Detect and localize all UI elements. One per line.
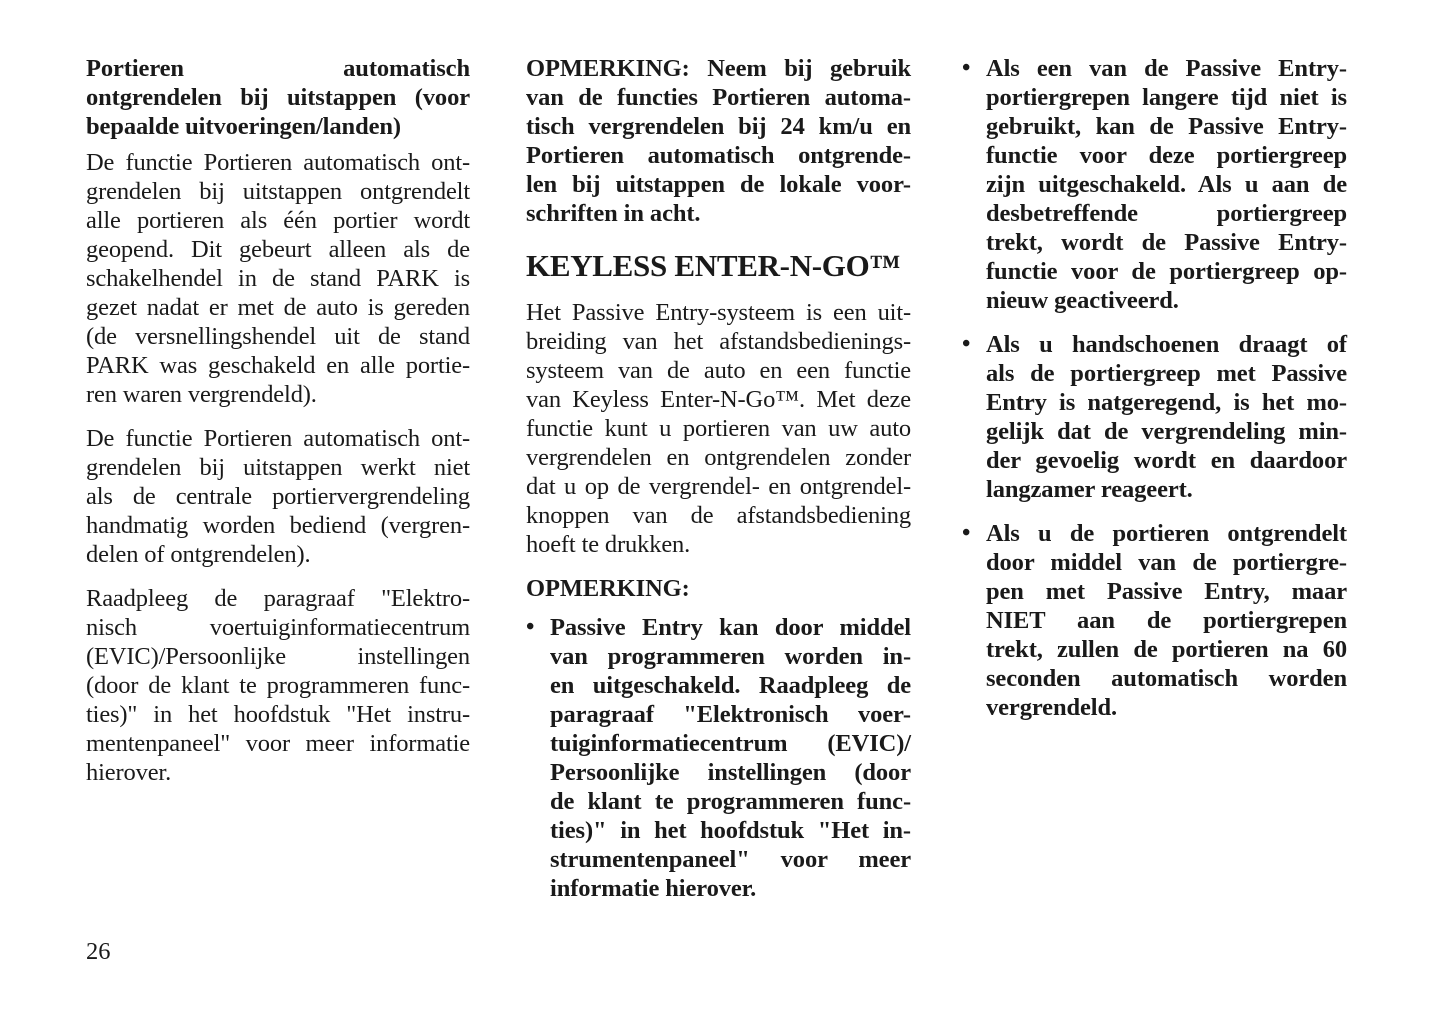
bullet-icon: • bbox=[962, 520, 971, 546]
bullet-line: Als u handschoenen draagt of bbox=[986, 331, 1347, 358]
bullet-line: Als een van de Passive Entry- bbox=[986, 55, 1347, 82]
note-label: OPMERKING: bbox=[526, 575, 690, 602]
bullet-line: functie voor de portiergreep op- bbox=[986, 258, 1347, 285]
text-line: De functie Portieren automatisch ont- bbox=[86, 425, 470, 452]
bullet-line: seconden automatisch worden bbox=[986, 665, 1347, 692]
note-line: OPMERKING: Neem bij gebruik bbox=[526, 55, 911, 82]
note-line: tisch vergrendelen bij 24 km/u en bbox=[526, 113, 911, 140]
text-line: Het Passive Entry-systeem is een uit- bbox=[526, 299, 911, 326]
bullet-line: informatie hierover. bbox=[550, 875, 757, 902]
text-line: ties)" in het hoofdstuk "Het instru- bbox=[86, 701, 470, 728]
bullet-line: langzamer reageert. bbox=[986, 476, 1193, 503]
text-line: geopend. Dit gebeurt alleen als de bbox=[86, 236, 470, 263]
bullet-line: gebruikt, kan de Passive Entry- bbox=[986, 113, 1347, 140]
bullet-line: functie voor deze portiergreep bbox=[986, 142, 1347, 169]
bullet-line: tuiginformatiecentrum (EVIC)/ bbox=[550, 730, 911, 757]
bullet-icon: • bbox=[526, 614, 535, 640]
bullet-line: door middel van de portiergre- bbox=[986, 549, 1347, 576]
text-line: systeem van de auto en een functie bbox=[526, 357, 911, 384]
column-middle bbox=[526, 54, 911, 918]
bullet-line: Als u de portieren ontgrendelt bbox=[986, 520, 1347, 547]
paragraph-evic-reference bbox=[86, 584, 470, 787]
paragraph-passive-entry-intro bbox=[526, 298, 911, 559]
bullet-line: en uitgeschakeld. Raadpleeg de bbox=[550, 672, 911, 699]
column-right bbox=[962, 54, 1347, 737]
text-line: mentenpaneel" voor meer informatie bbox=[86, 730, 470, 757]
paragraph-auto-unlock-description bbox=[86, 148, 470, 409]
bullet-line: NIET aan de portiergrepen bbox=[986, 607, 1347, 634]
bullet-line: trekt, zullen de portieren na 60 bbox=[986, 636, 1347, 663]
bullet-line: desbetreffende portiergreep bbox=[986, 200, 1347, 227]
text-line: handmatig worden bediend (vergren- bbox=[86, 512, 470, 539]
bullet-line: Persoonlijke instellingen (door bbox=[550, 759, 911, 786]
text-line: breiding van het afstandsbedienings- bbox=[526, 328, 911, 355]
bullet-line: zijn uitgeschakeld. Als u aan de bbox=[986, 171, 1347, 198]
text-line: alle portieren als één portier wordt bbox=[86, 207, 470, 234]
text-line: (de versnellingshendel uit de stand bbox=[86, 323, 470, 350]
text-line: hoeft te drukken. bbox=[526, 531, 691, 558]
bullet-item-gloves-rain bbox=[962, 330, 1347, 504]
note-line: Portieren automatisch ontgrende- bbox=[526, 142, 911, 169]
note-line: schriften in acht. bbox=[526, 200, 701, 227]
text-line: hierover. bbox=[86, 759, 172, 786]
text-line: functie kunt u portieren van uw auto bbox=[526, 415, 911, 442]
text-line: delen of ontgrendelen). bbox=[86, 541, 311, 568]
text-line: dat u op de vergrendel- en ontgrendel- bbox=[526, 473, 911, 500]
bullet-line: als de portiergreep met Passive bbox=[986, 360, 1347, 387]
bullet-line: strumentenpaneel" voor meer bbox=[550, 846, 911, 873]
note-line: len bij uitstappen de lokale voor- bbox=[526, 171, 911, 198]
text-line: (door de klant te programmeren func- bbox=[86, 672, 470, 699]
bullet-icon: • bbox=[962, 55, 971, 81]
bullet-line: ties)" in het hoofdstuk "Het in- bbox=[550, 817, 911, 844]
text-line: ren waren vergrendeld). bbox=[86, 381, 317, 408]
bullet-line: vergrendeld. bbox=[986, 694, 1118, 721]
bullet-line: de klant te programmeren func- bbox=[550, 788, 911, 815]
text-line: (EVIC)/Persoonlijke instellingen bbox=[86, 643, 470, 670]
bullet-icon: • bbox=[962, 331, 971, 357]
bullet-item-handle-inactive bbox=[962, 54, 1347, 315]
subsection-heading bbox=[86, 54, 470, 141]
bullet-line: gelijk dat de vergrendeling min- bbox=[986, 418, 1347, 445]
text-line: grendelen bij uitstappen werkt niet bbox=[86, 454, 470, 481]
text-line: knoppen van de afstandsbediening bbox=[526, 502, 911, 529]
text-line: Raadpleeg de paragraaf "Elektro- bbox=[86, 585, 470, 612]
bullet-line: nieuw geactiveerd. bbox=[986, 287, 1179, 314]
bullet-line: pen met Passive Entry, maar bbox=[986, 578, 1347, 605]
text-line: grendelen bij uitstappen ontgrendelt bbox=[86, 178, 470, 205]
bullet-item-programming bbox=[526, 613, 911, 903]
text-line: als de centrale portiervergrendeling bbox=[86, 483, 470, 510]
page-number: 26 bbox=[86, 938, 111, 965]
note-line: van de functies Portieren automa- bbox=[526, 84, 911, 111]
bullet-line: paragraaf "Elektronisch voer- bbox=[550, 701, 911, 728]
bullet-line: trekt, wordt de Passive Entry- bbox=[986, 229, 1347, 256]
text-line: van Keyless Enter-N-Go™. Met deze bbox=[526, 386, 911, 413]
paragraph-central-locking bbox=[86, 424, 470, 569]
text-line: nisch voertuiginformatiecentrum bbox=[86, 614, 470, 641]
bullet-line: van programmeren worden in- bbox=[550, 643, 911, 670]
bullet-line: Entry is natgeregend, is het mo- bbox=[986, 389, 1347, 416]
note-speed-lock bbox=[526, 54, 911, 228]
note-label-block bbox=[526, 574, 911, 603]
bullet-line: Passive Entry kan door middel bbox=[550, 614, 911, 641]
heading-line: Portieren automatisch bbox=[86, 55, 470, 82]
bullet-item-auto-relock bbox=[962, 519, 1347, 722]
section-title: KEYLESS ENTER-N-GO™ bbox=[526, 248, 901, 283]
text-line: schakelhendel in de stand PARK is bbox=[86, 265, 470, 292]
bullet-line: der gevoelig wordt en daardoor bbox=[986, 447, 1347, 474]
column-left bbox=[86, 54, 470, 802]
text-line: gezet nadat er met de auto is gereden bbox=[86, 294, 470, 321]
heading-line: ontgrendelen bij uitstappen (voor bbox=[86, 84, 470, 111]
heading-line: bepaalde uitvoeringen/landen) bbox=[86, 113, 401, 140]
bullet-line: portiergrepen langere tijd niet is bbox=[986, 84, 1347, 111]
text-line: PARK was geschakeld en alle portie- bbox=[86, 352, 470, 379]
text-line: vergrendelen en ontgrendelen zonder bbox=[526, 444, 911, 471]
text-line: De functie Portieren automatisch ont- bbox=[86, 149, 470, 176]
